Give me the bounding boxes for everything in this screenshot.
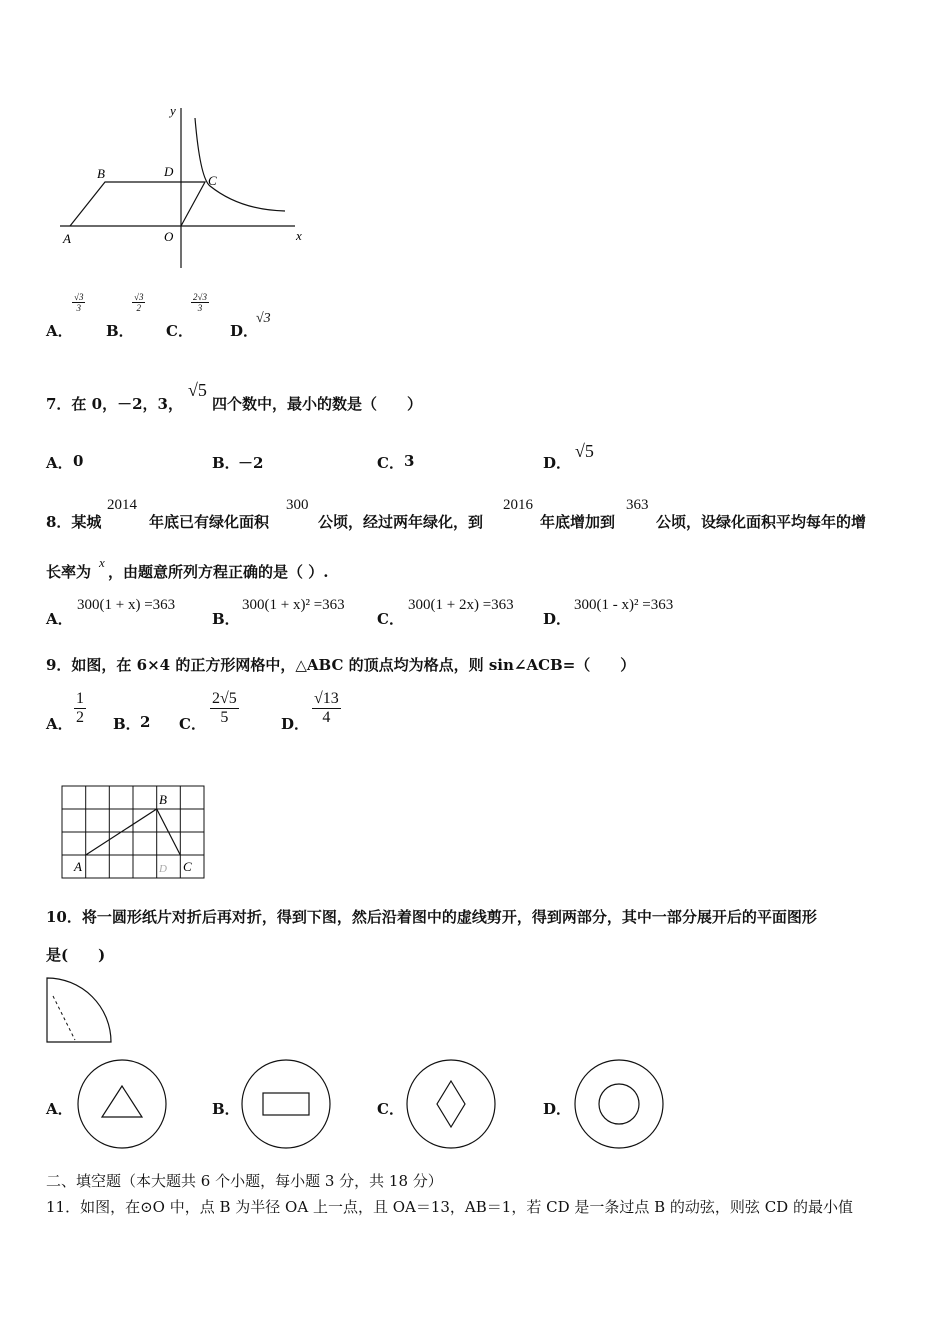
q7-stem-b: 四个数中，最小的数是（ ） [212,395,423,413]
dashed-cut-line [53,996,75,1040]
q8-option-c-value: 300(1 + 2x) =363 [408,597,514,613]
triangle-icon [102,1086,142,1117]
q10-line1: 10．将一圆形纸片对折后再对折，得到下图，然后沿着图中的虚线剪开，得到两部分，其中一部分展开后的平面图形 [46,908,817,926]
label-o: O [164,229,174,244]
q9-option-c-fraction: $\frac{2√5}{5}$ [212,690,237,726]
rhombus-icon [437,1081,465,1127]
q8-option-c-letter: C． [377,610,404,628]
grid-label-c: C [183,859,192,874]
q8-option-a-value: 300(1 + x) =363 [77,597,176,613]
q7-option-b-value: －2 [238,454,264,472]
q6-option-b-fraction: $\frac{√3}{2}$ [134,292,144,313]
q8-part1: 8．某城 [46,513,102,531]
grid-label-d: D [159,863,167,875]
q8-year2: 2016 [503,497,533,513]
q9-option-d-fraction: $\frac{√13}{4}$ [314,690,339,726]
label-a: A [63,231,71,246]
q10-option-d-letter: D． [543,1100,572,1118]
q9-option-c-letter: C． [179,715,206,733]
q10-option-b-figure [240,1058,332,1150]
q8-line2-b: ，由题意所列方程正确的是（ ）. [108,563,329,581]
q6-option-d-value: √3 [256,311,271,326]
label-b: B [97,166,105,181]
rectangle-icon [263,1093,309,1115]
section-2-heading: 二、填空题（本大题共 6 个小题，每小题 3 分，共 18 分） [46,1172,443,1190]
q8-area2: 363 [626,497,649,513]
q8-line2-a: 长率为 [46,563,92,581]
q10-option-d-figure [573,1058,665,1150]
q7-option-d-value: √5 [575,441,594,461]
grid-label-a: A [74,859,82,874]
q7-option-d-letter: D． [543,454,572,472]
q6-option-d-letter: D． [230,322,259,340]
q7-option-b-letter: B． [212,454,240,472]
q7-option-a-value: 0 [73,452,84,470]
label-d: D [164,164,174,179]
q6-graph [50,98,320,273]
q8-option-b-letter: B． [212,610,240,628]
q6-option-b-letter: B． [106,322,134,340]
q10-option-b-letter: B． [212,1100,240,1118]
q10-line2: 是( ) [46,946,106,964]
q7-sqrt5: √5 [188,380,207,400]
q6-option-c-fraction: $\frac{2√3}{3}$ [193,292,207,313]
q9-option-b-letter: B． [113,715,141,733]
q8-area1: 300 [286,497,309,513]
q6-option-a-fraction: $\frac{√3}{3}$ [74,292,84,313]
q7-option-a-letter: A． [46,454,73,472]
q8-part5: 公顷，设绿化面积平均每年的增 [656,513,867,531]
q9-stem: 9．如图，在 6×4 的正方形网格中，△ABC 的顶点均为格点，则 sin∠ACB=（ ） [46,656,636,674]
q6-option-a-letter: A． [46,322,73,340]
q7-option-c-value: 3 [404,452,415,470]
q8-part4: 年底增加到 [540,513,616,531]
q8-part2: 年底已有绿化面积 [149,513,270,531]
q9-option-b-value: 2 [140,713,151,731]
q8-variable: x [99,555,105,570]
hyperbola-curve [195,118,285,211]
grid-label-b: B [159,792,167,807]
q8-option-d-letter: D． [543,610,572,628]
q9-option-d-letter: D． [281,715,310,733]
q9-option-a-fraction: $\frac{1}{2}$ [76,690,84,726]
q11-stem: 11．如图，在⊙O 中，点 B 为半径 OA 上一点，且 OA＝13，AB＝1，若 CD 是一条过点 B 的动弦，则弦 CD 的最小值 [46,1198,853,1216]
q7-option-c-letter: C． [377,454,404,472]
q6-option-c-letter: C． [166,322,193,340]
q8-year1: 2014 [107,497,137,513]
q8-option-b-value: 300(1 + x)² =363 [242,597,345,613]
q7-stem-a: 7．在 0，－2，3， [46,395,183,413]
inner-circle-icon [599,1084,639,1124]
parallelogram-abco [70,182,205,226]
q8-option-a-letter: A． [46,610,73,628]
q10-option-c-letter: C． [377,1100,404,1118]
q10-option-a-figure [76,1058,168,1150]
q8-part3: 公顷，经过两年绿化，到 [318,513,484,531]
label-c: C [208,173,217,188]
q10-option-c-figure [405,1058,497,1150]
q10-folded-sector [44,974,116,1048]
q9-option-a-letter: A． [46,715,73,733]
q10-option-a-letter: A． [46,1100,73,1118]
label-x: x [296,228,302,243]
label-y: y [170,103,176,118]
q9-grid-figure [55,780,220,885]
q8-option-d-value: 300(1 - x)² =363 [574,597,674,613]
